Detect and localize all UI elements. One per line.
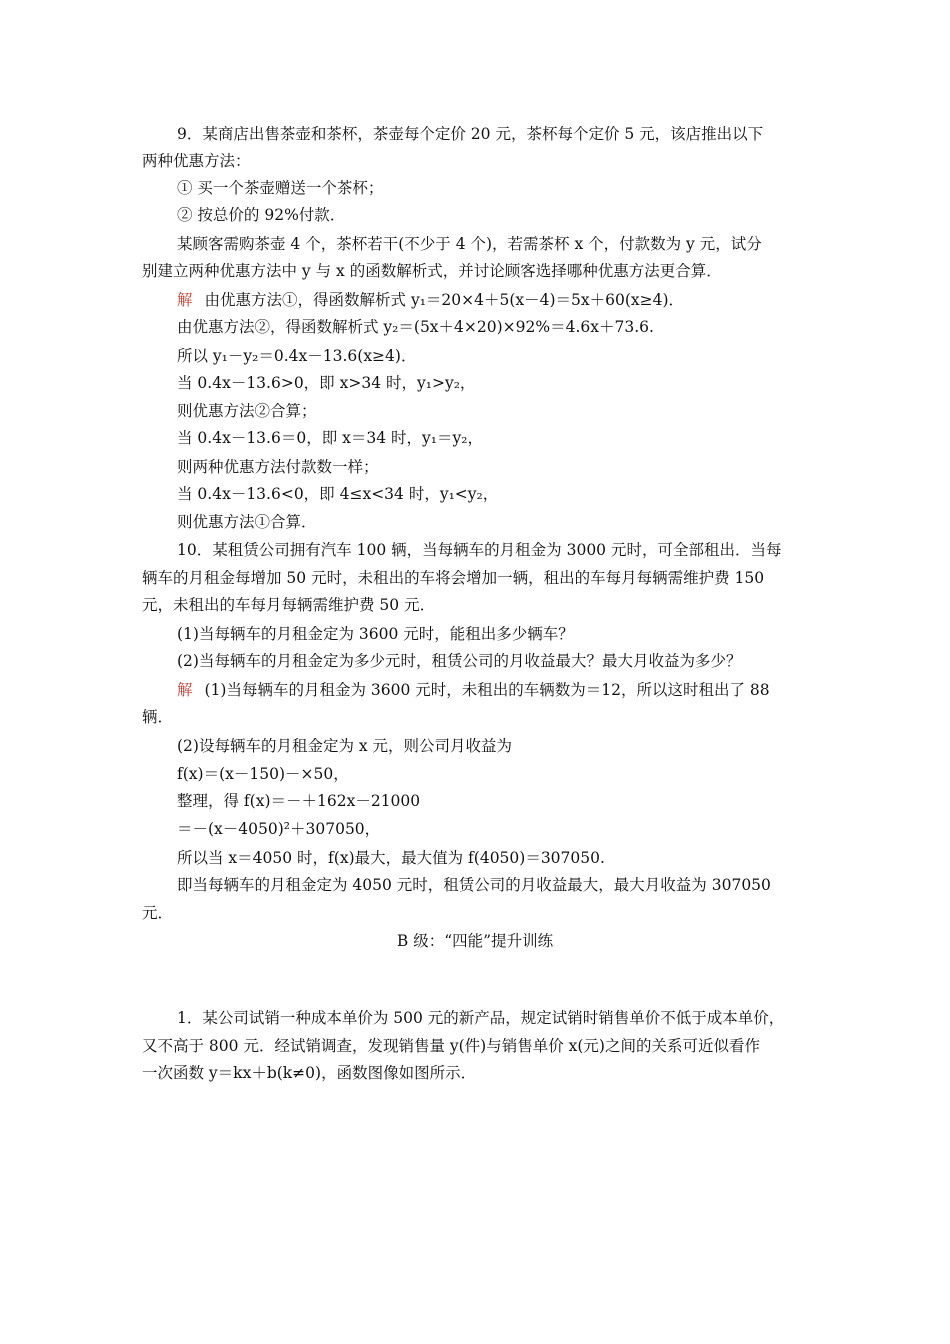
problem10-question1: (1)当每辆车的月租金定为 3600 元时，能租出多少辆车？ [177,625,574,643]
problem10-stem-line2: 辆车的月租金每增加 50 元时，未租出的车将会增加一辆，租出的车每月每辆需维护费 150 [142,569,765,587]
problem9-solution-line7: 则两种优惠方法付款数一样； [177,458,379,476]
problem9-stem-line1: 9．某商店出售茶壶和茶杯，茶壶每个定价 20 元，茶杯每个定价 5 元，该店推出以下 [177,125,764,143]
problem10-solution-line7a: 即当每辆车的月租金定为 4050 元时，租赁公司的月收益最大，最大月收益为 307050 [177,876,771,894]
problem9-solution-line5: 则优惠方法②合算； [177,402,317,420]
problem10-solution-line1 [177,678,849,702]
problem9-question-line1: 某顾客需购茶壶 4 个，茶杯若干(不少于 4 个)，若需茶杯 x 个，付款数为 y 元，试分 [177,235,762,253]
solution-label: 解 [177,291,193,309]
problem9-question-line2: 别建立两种优惠方法中 y 与 x 的函数解析式，并讨论顾客选择哪种优惠方法更合算． [142,262,722,280]
problem10-solution-line5: ＝－(x－4050)²＋307050， [177,820,381,838]
b-problem1-line1: 1．某公司试销一种成本单价为 500 元的新产品，规定试销时销售单价不低于成本单价， [177,1009,785,1027]
problem9-solution-line2: 由优惠方法②，得函数解析式 y₂＝(5x＋4×20)×92%＝4.6x＋73.6. [177,318,654,336]
problem10-solution-line2: (2)设每辆车的月租金定为 x 元，则公司月收益为 [177,737,513,755]
b-problem1-line2: 又不高于 800 元．经试销调查，发现销售量 y(件)与销售单价 x(元)之间的关系可近似看作 [142,1037,760,1055]
problem9-solution-line3: 所以 y₁－y₂＝0.4x－13.6(x≥4)． [177,347,417,365]
problem10-solution-line6: 所以当 x＝4050 时，f(x)最大，最大值为 f(4050)＝307050. [177,849,605,867]
problem10-solution-line3: f(x)＝(x－150)－×50， [177,765,349,783]
problem9-solution-line6: 当 0.4x－13.6＝0，即 x＝34 时，y₁＝y₂， [177,429,483,447]
solution-label: 解 [177,681,193,699]
problem10-question2: (2)当每辆车的月租金定为多少元时，租赁公司的月收益最大？最大月收益为多少？ [177,652,742,670]
problem9-method1: ① 买一个茶壶赠送一个茶杯； [177,179,384,197]
problem9-solution-line1 [177,288,849,312]
problem9-solution-line9: 则优惠方法①合算． [177,513,317,531]
solution-text: 由优惠方法①，得函数解析式 y₁＝20×4＋5(x－4)＝5x＋60(x≥4)． [204,291,685,309]
section-heading: B 级：“四能”提升训练 [396,932,554,950]
problem10-stem-line1: 10．某租赁公司拥有汽车 100 辆，当每辆车的月租金为 3000 元时，可全部租出．当每 [177,541,782,559]
problem9-solution-line4: 当 0.4x－13.6>0，即 x>34 时，y₁>y₂， [177,374,476,392]
problem10-solution-line1b: 辆． [142,708,174,726]
problem10-solution-line4: 整理，得 f(x)＝－＋162x－21000 [177,792,421,810]
problem9-stem-line2: 两种优惠方法： [142,152,251,170]
problem9-method2: ② 按总价的 92%付款． [177,206,346,224]
problem9-solution-line8: 当 0.4x－13.6<0，即 4≤x<34 时，y₁<y₂， [177,485,499,503]
solution-text: (1)当每辆车的月租金为 3600 元时，未租出的车辆数为＝12，所以这时租出了 88 [204,681,770,699]
problem10-stem-line3: 元，未租出的车每月每辆需维护费 50 元． [142,596,436,614]
problem10-solution-line7b: 元． [142,904,174,922]
b-problem1-line3: 一次函数 y＝kx＋b(k≠0)，函数图像如图所示． [142,1064,477,1082]
